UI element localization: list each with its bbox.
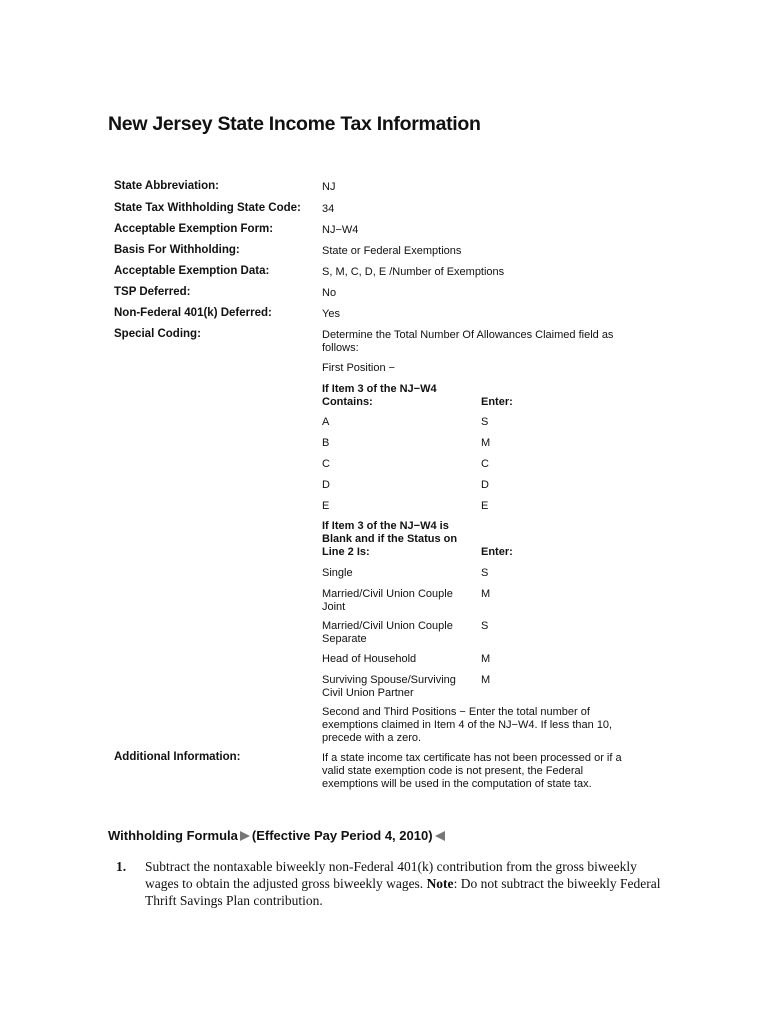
- value-exemption-form: NJ−W4: [322, 224, 359, 236]
- second-third-positions: Second and Third Positions − Enter the total number of exemptions claimed in Item 4 of the NJ−W4. If less than 10, precede with a zero.: [322, 706, 613, 744]
- label-state-abbreviation: State Abbreviation:: [114, 180, 220, 192]
- page-title: New Jersey State Income Tax Information: [108, 113, 481, 135]
- table2-row-joint-status: Married/Civil Union Couple Joint: [322, 588, 453, 613]
- step-number: 1.: [116, 859, 127, 874]
- change-marker-left-icon: [435, 831, 445, 841]
- formula-step-1: [108, 858, 668, 909]
- table2-row-joint-enter: M: [481, 588, 491, 600]
- table1-row-a-item: A: [322, 416, 330, 428]
- value-401k-deferred: Yes: [322, 308, 340, 320]
- label-basis-for-withholding: Basis For Withholding:: [114, 244, 240, 256]
- table2-header-enter: Enter:: [481, 546, 513, 558]
- table2-row-hoh-status: Head of Household: [322, 653, 417, 665]
- value-state-abbreviation: NJ: [322, 181, 336, 193]
- special-coding-intro: Determine the Total Number Of Allowances Claimed field as follows:: [322, 329, 614, 354]
- table1-row-e-item: E: [322, 500, 330, 512]
- table2-header-status: If Item 3 of the NJ−W4 is Blank and if the Status on Line 2 Is:: [322, 520, 458, 558]
- formula-effective-period: (Effective Pay Period 4, 2010): [251, 828, 433, 843]
- value-additional-information: If a state income tax certificate has not been processed or if a valid state exemption code is not present, the Federal exemptions will be used in the computation of state tax.: [322, 752, 622, 790]
- table1-row-a-enter: S: [481, 416, 489, 428]
- table1-row-d-enter: D: [481, 479, 489, 491]
- table1-row-d-item: D: [322, 479, 330, 491]
- first-position-label: First Position −: [322, 362, 396, 374]
- label-special-coding: Special Coding:: [114, 328, 201, 340]
- table1-row-c-enter: C: [481, 458, 489, 470]
- value-tsp-deferred: No: [322, 287, 337, 299]
- table2-row-surviving-status: Surviving Spouse/Surviving Civil Union Partner: [322, 674, 456, 699]
- table2-row-hoh-enter: M: [481, 653, 491, 665]
- table2-row-single-enter: S: [481, 567, 489, 579]
- change-marker-right-icon: [240, 831, 250, 841]
- value-exemption-data: S, M, C, D, E /Number of Exemptions: [322, 266, 505, 278]
- table2-row-single-status: Single: [322, 567, 353, 579]
- table2-row-separate-status: Married/Civil Union Couple Separate: [322, 620, 453, 645]
- formula-title: Withholding Formula: [108, 828, 238, 843]
- table2-row-separate-enter: S: [481, 620, 489, 632]
- value-state-code: 34: [322, 203, 335, 215]
- withholding-formula-heading: [108, 828, 447, 843]
- note-text: : Do not subtract the biweekly Federal Thrift Savings Plan contribution.: [145, 876, 661, 908]
- table1-row-c-item: C: [322, 458, 330, 470]
- table1-header-item3: If Item 3 of the NJ−W4 Contains:: [322, 383, 437, 408]
- table1-row-e-enter: E: [481, 500, 489, 512]
- label-tsp-deferred: TSP Deferred:: [114, 286, 191, 298]
- table1-row-b-enter: M: [481, 437, 491, 449]
- table1-header-enter: Enter:: [481, 396, 513, 408]
- label-state-code: State Tax Withholding State Code:: [114, 202, 301, 214]
- label-additional-information: Additional Information:: [114, 751, 241, 763]
- label-exemption-data: Acceptable Exemption Data:: [114, 265, 270, 277]
- table1-row-b-item: B: [322, 437, 330, 449]
- step-text: [145, 858, 668, 909]
- step-body: Subtract the nontaxable biweekly non-Federal 401(k) contribution from the gross biweekly wages to obtain the adjusted gross biweekly wages.: [145, 859, 637, 891]
- label-exemption-form: Acceptable Exemption Form:: [114, 223, 274, 235]
- label-401k-deferred: Non-Federal 401(k) Deferred:: [114, 307, 272, 319]
- table2-row-surviving-enter: M: [481, 674, 491, 686]
- note-label: Note: [426, 876, 454, 891]
- value-basis-for-withholding: State or Federal Exemptions: [322, 245, 462, 257]
